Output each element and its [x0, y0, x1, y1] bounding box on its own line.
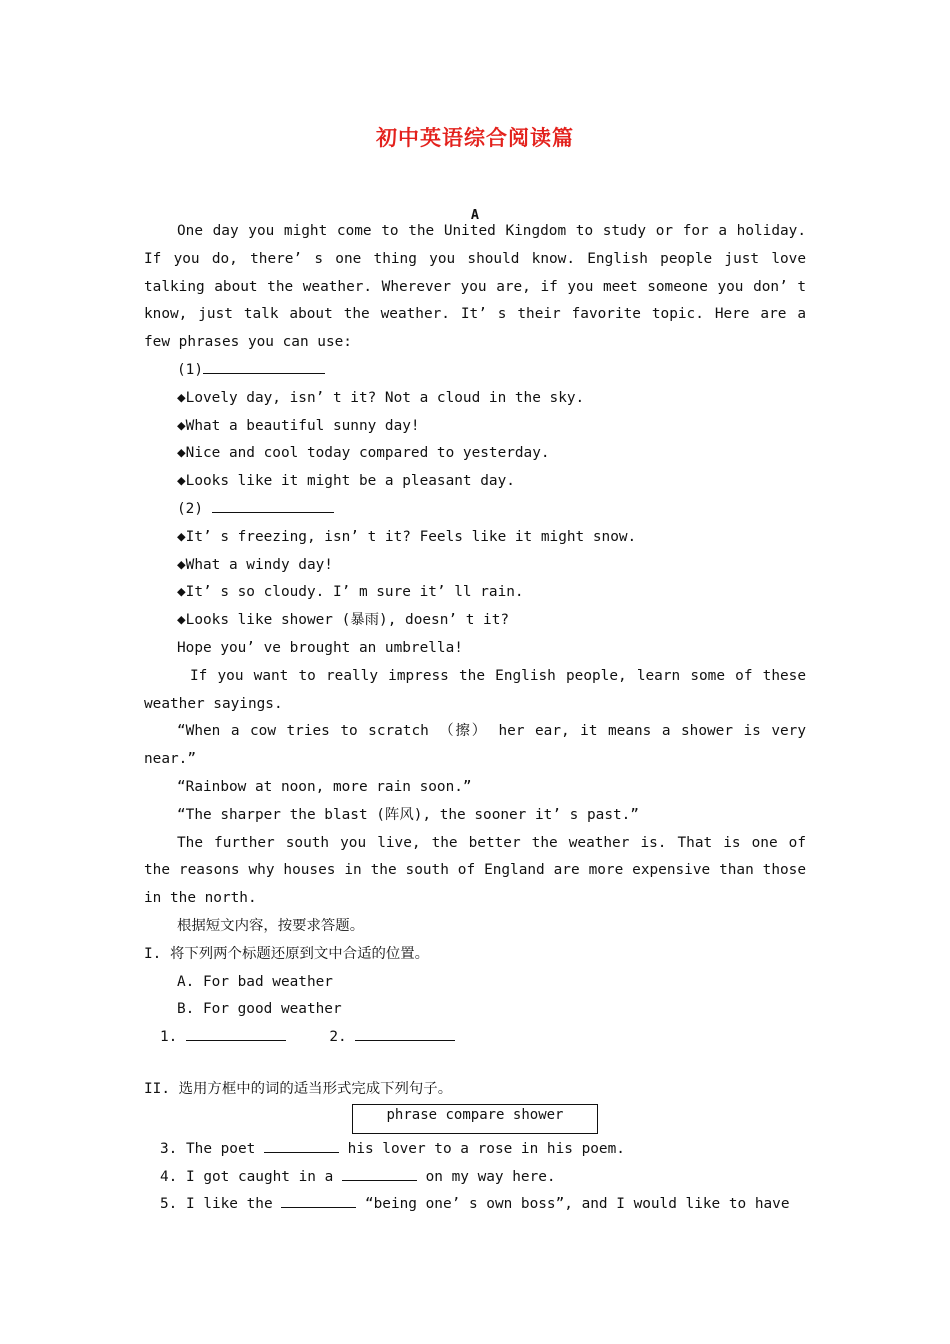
blank-label-1: (1)	[177, 361, 203, 378]
document-body	[144, 218, 806, 1219]
passage-line-hope: Hope you’ ve brought an umbrella!	[177, 639, 463, 656]
part1-answers	[144, 1024, 806, 1052]
part2-heading: II. 选用方框中的词的适当形式完成下列句子。	[144, 1080, 453, 1097]
passage-paragraph-3: The further south you live, the better the weather is. That is one of the reasons why houses in the south of England are more expensive than those in the north.	[144, 834, 806, 907]
section-heading: A	[470, 207, 480, 223]
q4-prefix: 4. I got caught in a	[160, 1168, 334, 1185]
q5-prefix: 5. I like the	[160, 1196, 273, 1213]
q2-blank	[355, 1026, 455, 1041]
q4-blank	[342, 1166, 417, 1181]
q1-number: 1.	[160, 1029, 178, 1046]
q3-suffix: his lover to a rose in his poem.	[347, 1140, 625, 1157]
list-item: ◆Looks like shower (暴雨), doesn’ t it?	[177, 612, 510, 629]
blank-heading-2	[144, 496, 806, 524]
passage-paragraph-1: One day you might come to the United Kingdom to study or for a holiday. If you do, there’ s one thing you should know. English people just love talking about the weather. Wherever you are, if you meet someone you don’ t know, just talk about the weather. It’ s their favorite topic. Here are a few phrases you can use:	[144, 223, 806, 351]
q2-number: 2.	[329, 1029, 347, 1046]
q4-suffix: on my way here.	[425, 1168, 556, 1185]
saying-3: “The sharper the blast (阵风), the sooner it’ s past.”	[177, 806, 639, 823]
q3-blank	[264, 1138, 339, 1153]
option-b: B. For good weather	[177, 1001, 342, 1018]
answer-blank-1	[203, 359, 325, 374]
list-item: ◆What a beautiful sunny day!	[177, 417, 420, 434]
list-item: ◆Looks like it might be a pleasant day.	[177, 473, 515, 490]
question-5	[144, 1191, 806, 1219]
passage-paragraph-2: If you want to really impress the English people, learn some of these weather sayings.	[144, 667, 806, 712]
q3-prefix: 3. The poet	[160, 1140, 256, 1157]
question-3	[144, 1136, 806, 1164]
q5-blank	[281, 1193, 356, 1208]
list-item: ◆Nice and cool today compared to yesterday.	[177, 445, 550, 462]
list-item: ◆It’ s so cloudy. I’ m sure it’ ll rain.	[177, 584, 524, 601]
saying-1: “When a cow tries to scratch （擦） her ear, it means a shower is very near.”	[144, 723, 806, 768]
answer-blank-2	[212, 498, 334, 513]
spacer	[144, 1052, 806, 1076]
q1-blank	[186, 1026, 286, 1041]
part1-heading: I. 将下列两个标题还原到文中合适的位置。	[144, 945, 430, 962]
list-item: ◆What a windy day!	[177, 556, 333, 573]
word-box-row	[144, 1104, 806, 1136]
question-4	[144, 1164, 806, 1192]
saying-2: “Rainbow at noon, more rain soon.”	[177, 778, 472, 795]
blank-heading-1	[144, 357, 806, 385]
page-title: 初中英语综合阅读篇	[376, 125, 574, 150]
q5-suffix: “being one’ s own boss”, and I would like to have	[364, 1196, 790, 1213]
instructions: 根据短文内容，按要求答题。	[177, 917, 365, 934]
word-box: phrase compare shower	[352, 1104, 598, 1134]
blank-label-2: (2)	[177, 500, 203, 517]
list-item: ◆It’ s freezing, isn’ t it? Feels like it might snow.	[177, 528, 637, 545]
list-item: ◆Lovely day, isn’ t it? Not a cloud in the sky.	[177, 389, 585, 406]
option-a: A. For bad weather	[177, 973, 333, 990]
